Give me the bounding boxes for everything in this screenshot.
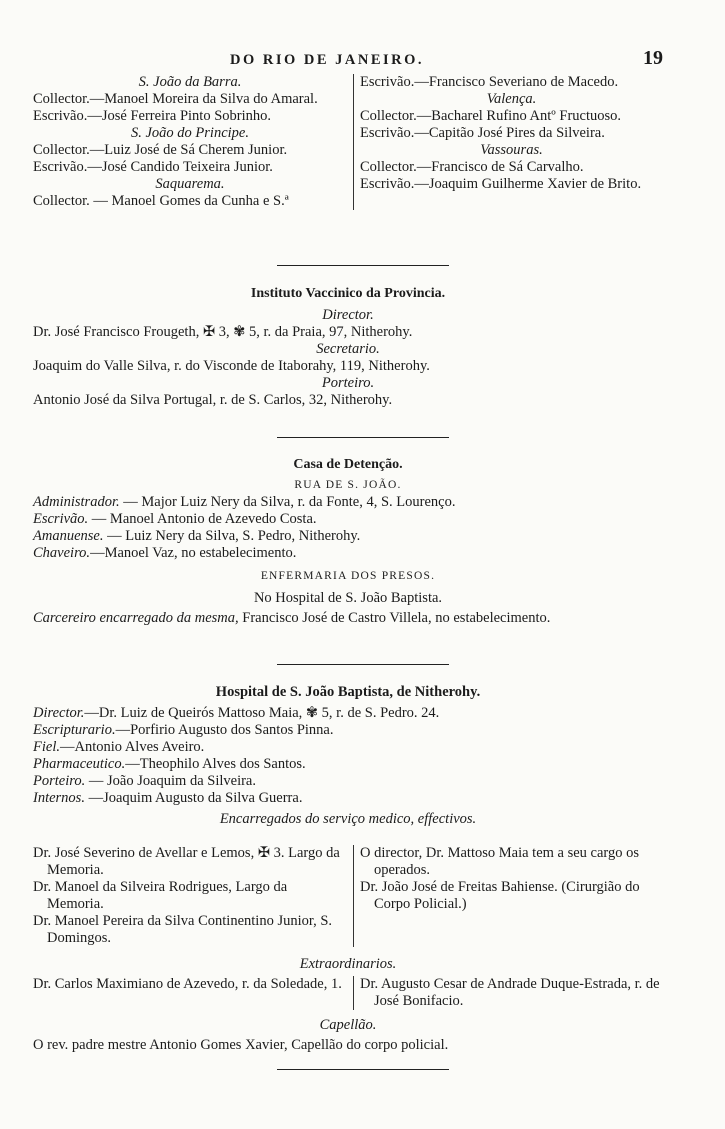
staff-name: —Theophilo Alves dos Santos.: [125, 756, 306, 772]
subsection-heading: ENFERMARIA DOS PRESOS.: [260, 570, 436, 582]
role-heading: Secretario.: [316, 341, 380, 357]
section-title: Hospital de S. João Baptista, de Nitherohy.: [215, 684, 481, 700]
effectivos-right-column: [354, 845, 663, 947]
extra-left-column: [33, 976, 354, 1010]
escrivao-entry: Escrivão.—Joaquim Guilherme Xavier de Brito.: [360, 176, 642, 192]
escrivao-entry: Escrivão.—Capitão José Pires da Silveira.: [360, 125, 605, 141]
page-number: 19: [643, 47, 663, 69]
role-heading: Porteiro.: [321, 375, 375, 391]
extra-right-column: [354, 976, 663, 1010]
hospital-line: No Hospital de S. João Baptista.: [253, 590, 443, 606]
section-divider: [277, 664, 449, 665]
collector-entry: Collector.—Francisco de Sá Carvalho.: [360, 159, 584, 175]
place-heading: Valença.: [486, 91, 537, 107]
collectors-left-column: [33, 74, 354, 210]
staff-name: — Major Luiz Nery da Silva, r. da Fonte, 4, S. Lourenço.: [119, 494, 456, 510]
place-heading: Saquarema.: [155, 176, 225, 192]
section-title: Instituto Vaccinico da Provincia.: [250, 286, 446, 301]
role-heading: Capellão.: [319, 1017, 377, 1033]
section-divider: [277, 265, 449, 266]
director-entry: Dr. José Francisco Frougeth, ✠ 3, ✾ 5, r. da Praia, 97, Nitherohy.: [33, 324, 413, 340]
doctor-entry: Dr. Augusto Cesar de Andrade Duque-Estrada, r. de José Bonifacio.: [360, 976, 660, 1009]
porteiro-entry: Antonio José da Silva Portugal, r. de S. Carlos, 32, Nitherohy.: [33, 392, 393, 408]
extraordinarios-columns: [33, 976, 663, 1010]
staff-row: [33, 756, 663, 773]
staff-name: —Joaquim Augusto da Silva Guerra.: [84, 790, 303, 806]
staff-name: —Porfirio Augusto dos Santos Pinna.: [115, 722, 334, 738]
staff-name: —Dr. Luiz de Queirós Mattoso Maia, ✾ 5, r. de S. Pedro. 24.: [84, 705, 440, 721]
staff-role: Escrivão.: [33, 511, 89, 527]
page-header: [0, 47, 725, 72]
staff-row: [33, 545, 663, 562]
hospital-section: [33, 684, 663, 828]
staff-name: — Manoel Antonio de Azevedo Costa.: [88, 511, 317, 527]
section-divider: [277, 437, 449, 438]
staff-row: [33, 528, 663, 545]
role-heading: Director.: [322, 307, 374, 323]
staff-row: [33, 790, 663, 807]
staff-role: Fiel.: [33, 739, 60, 755]
collector-entry: Collector.—Bacharel Rufino Antº Fructuoso.: [360, 108, 622, 124]
effectivos-columns: [33, 845, 663, 947]
secretario-entry: Joaquim do Valle Silva, r. do Visconde de Itaborahy, 119, Nitherohy.: [33, 358, 430, 374]
doctor-entry: Dr. João José de Freitas Bahiense. (Cirurgião do Corpo Policial.): [360, 879, 640, 912]
staff-row: [33, 511, 663, 528]
staff-role: Administrador.: [33, 494, 120, 510]
staff-name: Francisco José de Castro Villela, no estabelecimento.: [238, 610, 551, 626]
staff-role: Escripturario.: [33, 722, 116, 738]
staff-row: [33, 705, 663, 722]
staff-role: Carcereiro encarregado da mesma,: [33, 610, 239, 626]
doctor-entry: Dr. Carlos Maximiano de Azevedo, r. da Soledade, 1.: [33, 976, 342, 992]
effectivos-left-column: [33, 845, 354, 947]
staff-name: — João Joaquim da Silveira.: [85, 773, 256, 789]
escrivao-entry: Escrivão.—José Candido Teixeira Junior.: [33, 159, 273, 175]
collector-entry: Collector. — Manoel Gomes da Cunha e S.ª: [33, 193, 289, 209]
instituto-section: [33, 285, 663, 409]
detencao-section: [33, 456, 663, 627]
collector-entry: Collector.—Manoel Moreira da Silva do Amaral.: [33, 91, 318, 107]
staff-name: —Antonio Alves Aveiro.: [59, 739, 205, 755]
doctor-entry: Dr. Manoel Pereira da Silva Continentino Junior, S. Domingos.: [33, 913, 333, 946]
staff-row: [33, 773, 663, 790]
subsection-heading: Encarregados do serviço medico, effectivos.: [219, 811, 477, 827]
place-heading: S. João da Barra.: [138, 74, 242, 90]
doctor-entry: Dr. Manoel da Silveira Rodrigues, Largo da Memoria.: [33, 879, 288, 912]
staff-role: Amanuense.: [33, 528, 104, 544]
section-subtitle: RUA DE S. JOÃO.: [294, 479, 402, 491]
doctor-entry: Dr. José Severino de Avellar e Lemos, ✠ 3. Largo da Memoria.: [33, 845, 340, 878]
carcereiro-row: [33, 610, 663, 627]
escrivao-entry: Escrivão.—José Ferreira Pinto Sobrinho.: [33, 108, 272, 124]
subsection-heading: Extraordinarios.: [299, 956, 397, 972]
staff-role: Porteiro.: [33, 773, 86, 789]
capellao-block: [33, 1017, 663, 1054]
section-title: Casa de Detenção.: [293, 457, 403, 472]
staff-role: Chaveiro.: [33, 545, 91, 561]
staff-row: [33, 739, 663, 756]
staff-name: — Luiz Nery da Silva, S. Pedro, Nitherohy.: [103, 528, 361, 544]
staff-role: Pharmaceutico.: [33, 756, 126, 772]
running-title: DO RIO DE JANEIRO.: [230, 52, 425, 68]
capellao-entry: O rev. padre mestre Antonio Gomes Xavier, Capellão do corpo policial.: [33, 1037, 449, 1053]
collectors-right-column: [354, 74, 663, 210]
staff-row: [33, 722, 663, 739]
place-heading: S. João do Principe.: [131, 125, 249, 141]
doctor-entry: O director, Dr. Mattoso Maia tem a seu cargo os operados.: [360, 845, 640, 878]
staff-role: Director.: [33, 705, 85, 721]
collector-entry: Collector.—Luiz José de Sá Cherem Junior.: [33, 142, 288, 158]
section-divider: [277, 1069, 449, 1070]
staff-role: Internos.: [33, 790, 85, 806]
escrivao-entry: Escrivão.—Francisco Severiano de Macedo.: [360, 74, 619, 90]
place-heading: Vassouras.: [480, 142, 543, 158]
staff-name: —Manoel Vaz, no estabelecimento.: [90, 545, 297, 561]
collectors-section: [33, 74, 663, 210]
staff-row: [33, 494, 663, 511]
